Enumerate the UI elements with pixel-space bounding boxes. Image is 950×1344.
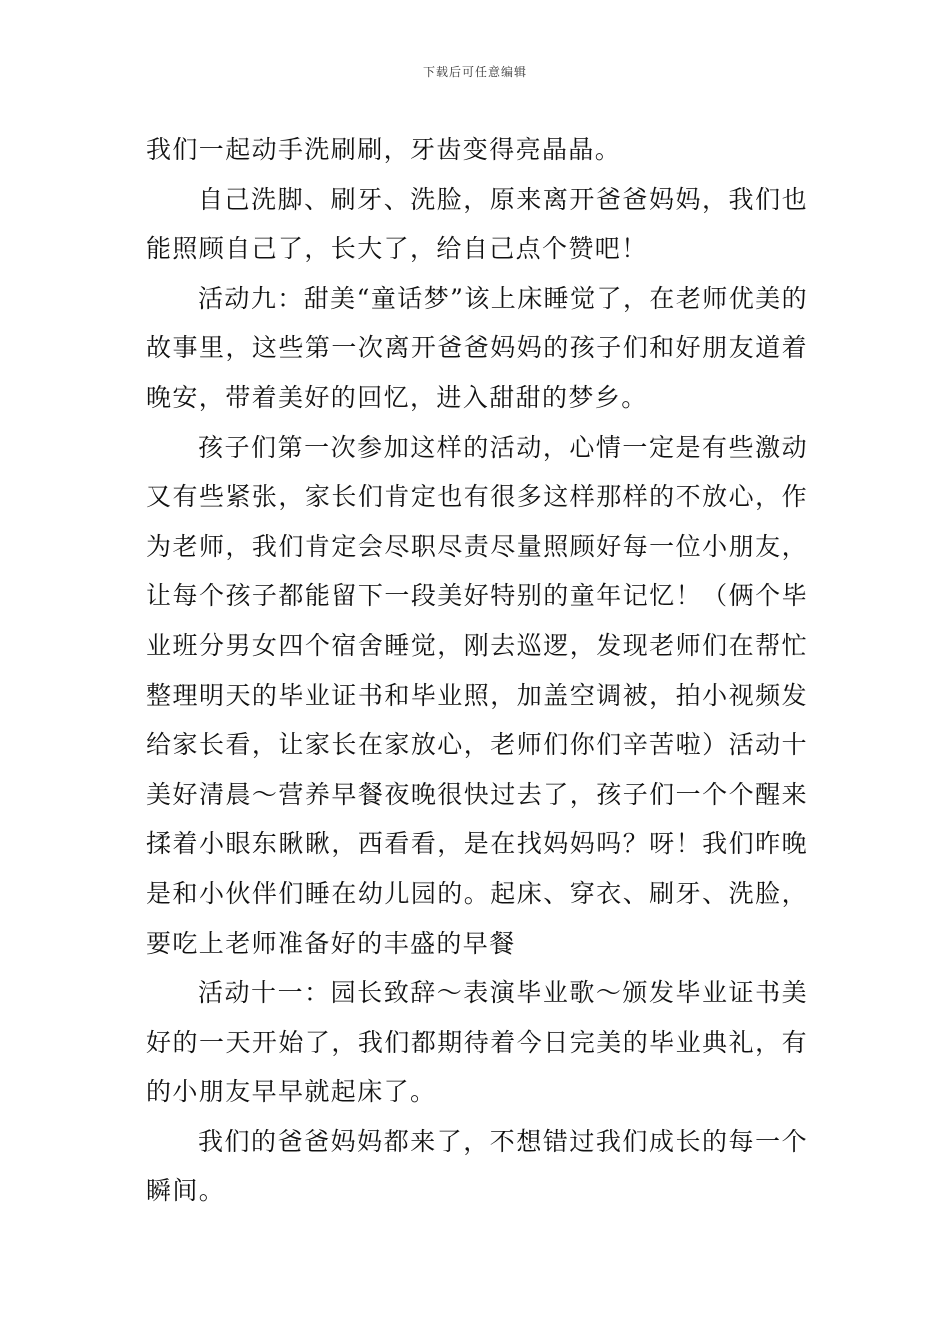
paragraph-4: 孩子们第一次参加这样的活动，心情一定是有些激动又有些紧张，家长们肯定也有很多这样那样的不放心，作为老师，我们肯定会尽职尽责尽量照顾好每一位小朋友，让每个孩子都能留下一段美好特别的童年记忆！（俩个毕业班分男女四个宿舍睡觉，刚去巡逻，发现老师们在帮忙整理明天的毕业证书和毕业照，加盖空调被，拍小视频发给家长看，让家长在家放心，老师们你们辛苦啦）活动十美好清晨～营养早餐夜晚很快过去了，孩子们一个个醒来揉着小眼东瞅瞅，西看看，是在找妈妈吗？呀！我们昨晚是和小伙伴们睡在幼儿园的。起床、穿衣、刷牙、洗脸，要吃上老师准备好的丰盛的早餐 [146,432,808,958]
paragraph-2: 自己洗脚、刷牙、洗脸，原来离开爸爸妈妈，我们也能照顾自己了，长大了，给自己点个赞吧！ [146,184,808,264]
paragraph-6: 我们的爸爸妈妈都来了，不想错过我们成长的每一个瞬间。 [146,1126,808,1206]
paragraph-3: 活动九：甜美“童话梦”该上床睡觉了，在老师优美的故事里，这些第一次离开爸爸妈妈的孩子们和好朋友道着晚安，带着美好的回忆，进入甜甜的梦乡。 [146,283,808,412]
page-header: 下载后可任意编辑 [422,65,527,79]
document-body [146,125,808,1216]
paragraph-5: 活动十一：园长致辞～表演毕业歌～颁发毕业证书美好的一天开始了，我们都期待着今日完美的毕业典礼，有的小朋友早早就起床了。 [146,978,808,1107]
paragraph-1: 我们一起动手洗刷刷，牙齿变得亮晶晶。 [146,135,622,164]
